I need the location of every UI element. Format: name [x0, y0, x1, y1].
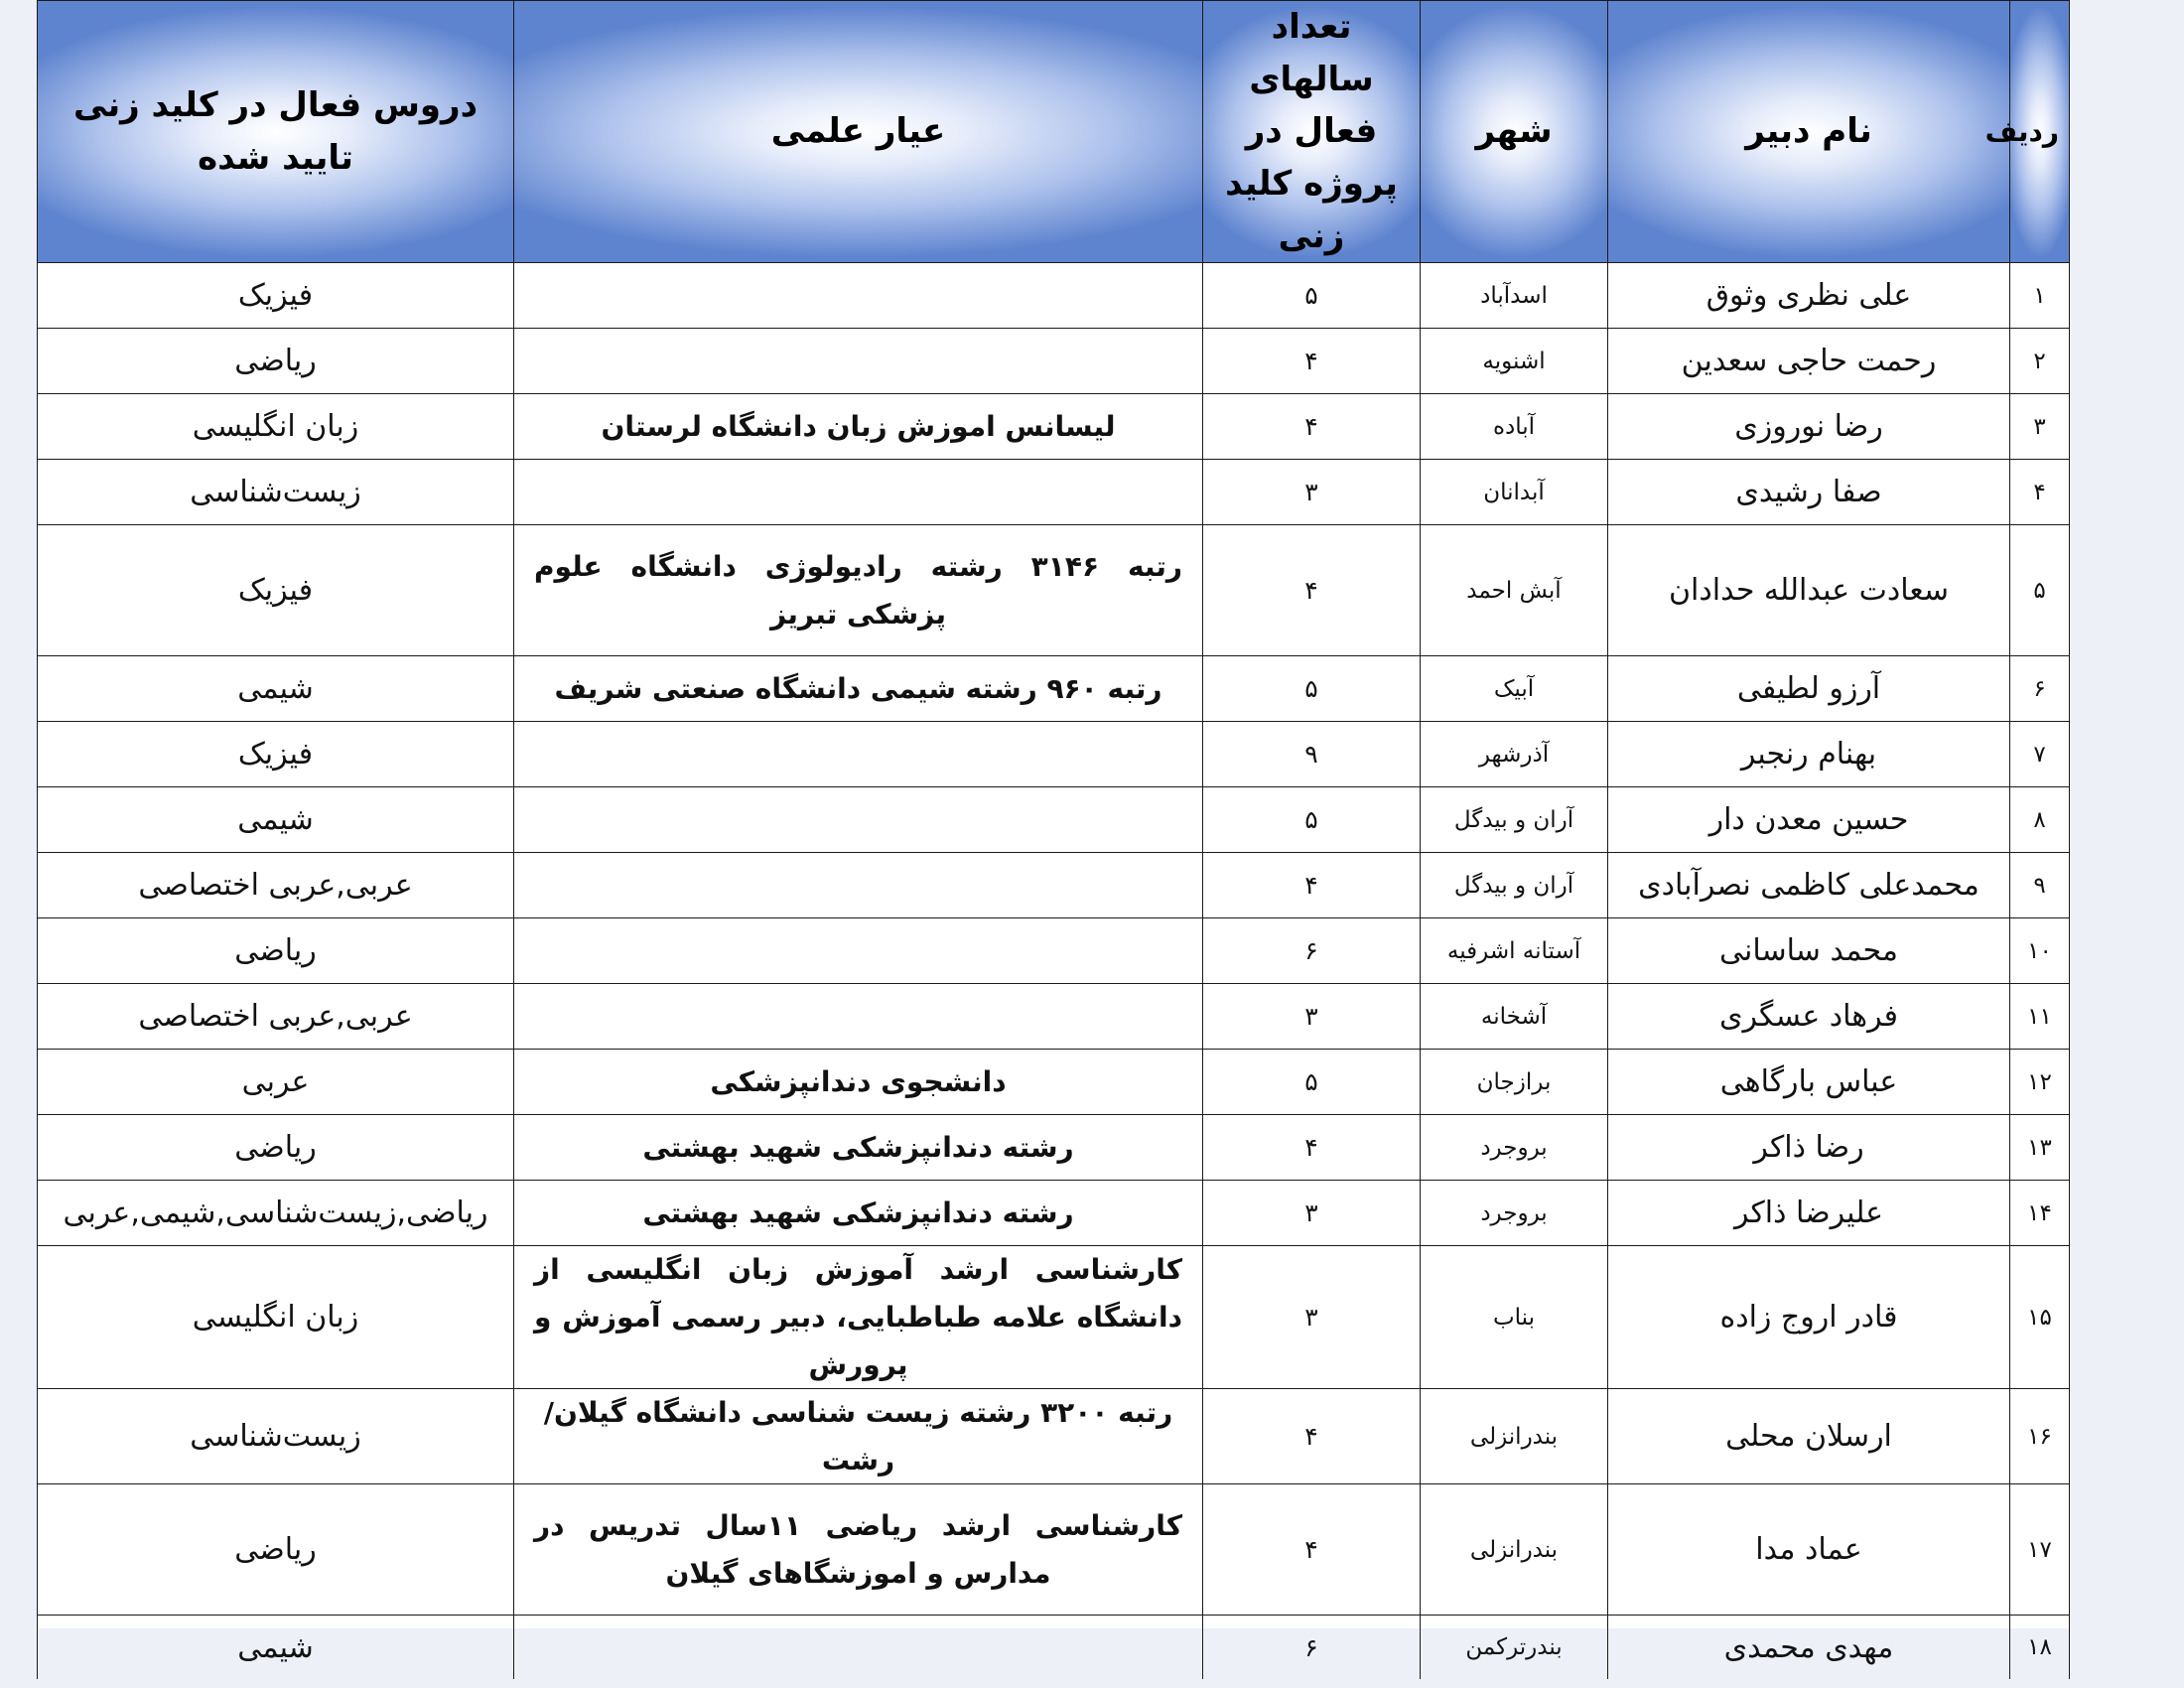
table-row — [38, 722, 2070, 787]
cell-name: علیرضا ذاکر — [1608, 1181, 2010, 1246]
cell-idx: ۱۴ — [2010, 1181, 2070, 1246]
cell-years: ۶ — [1203, 918, 1421, 984]
header-idx: ردیف — [2010, 1, 2070, 263]
cell-idx: ۱۸ — [2010, 1616, 2070, 1680]
cell-rank: کارشناسی ارشد آموزش زبان انگلیسی از دانشگاه علامه طباطبایی، دبیر رسمی آموزش و پرورش — [514, 1246, 1203, 1389]
cell-name: آرزو لطیفی — [1608, 656, 2010, 722]
table-row — [38, 787, 2070, 853]
cell-city: آبدانان — [1421, 460, 1608, 525]
cell-city: بناب — [1421, 1246, 1608, 1389]
table-row — [38, 1181, 2070, 1246]
cell-name: عماد مدا — [1608, 1484, 2010, 1616]
cell-name: رحمت حاجی سعدین — [1608, 329, 2010, 394]
cell-name: سعادت عبدالله حدادان — [1608, 525, 2010, 656]
table-row — [38, 1484, 2070, 1616]
teachers-table — [37, 0, 2070, 1679]
header-row — [38, 1, 2070, 263]
cell-rank: رتبه ۹۶۰ رشته شیمی دانشگاه صنعتی شریف — [514, 656, 1203, 722]
cell-rank — [514, 984, 1203, 1050]
cell-city: بندرترکمن — [1421, 1616, 1608, 1680]
cell-idx: ۳ — [2010, 394, 2070, 460]
cell-subjects: ریاضی — [38, 1484, 514, 1616]
cell-idx: ۹ — [2010, 853, 2070, 918]
cell-years: ۴ — [1203, 1389, 1421, 1484]
cell-idx: ۱۲ — [2010, 1050, 2070, 1115]
cell-city: بندرانزلی — [1421, 1389, 1608, 1484]
cell-rank: دانشجوی دندانپزشکی — [514, 1050, 1203, 1115]
cell-subjects: شیمی — [38, 787, 514, 853]
table-row — [38, 329, 2070, 394]
cell-name: بهنام رنجبر — [1608, 722, 2010, 787]
cell-rank: رتبه ۳۲۰۰ رشته زیست شناسی دانشگاه گیلان/ رشت — [514, 1389, 1203, 1484]
header-city: شهر — [1421, 1, 1608, 263]
table-row — [38, 1246, 2070, 1389]
table-row — [38, 525, 2070, 656]
cell-idx: ۱۰ — [2010, 918, 2070, 984]
table-row — [38, 984, 2070, 1050]
cell-subjects: ریاضی — [38, 918, 514, 984]
cell-idx: ۵ — [2010, 525, 2070, 656]
cell-idx: ۱۶ — [2010, 1389, 2070, 1484]
cell-rank — [514, 853, 1203, 918]
cell-name: فرهاد عسگری — [1608, 984, 2010, 1050]
cell-years: ۵ — [1203, 263, 1421, 329]
cell-rank: رشته دندانپزشکی شهید بهشتی — [514, 1181, 1203, 1246]
cell-name: مهدی محمدی — [1608, 1616, 2010, 1680]
cell-city: آران و بیدگل — [1421, 787, 1608, 853]
teachers-sheet — [37, 0, 2069, 1665]
cell-city: برازجان — [1421, 1050, 1608, 1115]
cell-subjects: زبان انگلیسی — [38, 1246, 514, 1389]
cell-rank — [514, 1616, 1203, 1680]
cell-idx: ۱ — [2010, 263, 2070, 329]
cell-idx: ۴ — [2010, 460, 2070, 525]
cell-idx: ۷ — [2010, 722, 2070, 787]
header-rank: عیار علمی — [514, 1, 1203, 263]
cell-name: محمدعلی کاظمی نصرآبادی — [1608, 853, 2010, 918]
cell-years: ۴ — [1203, 1115, 1421, 1181]
cell-city: آباده — [1421, 394, 1608, 460]
cell-years: ۳ — [1203, 460, 1421, 525]
cell-years: ۳ — [1203, 1181, 1421, 1246]
cell-city: بروجرد — [1421, 1181, 1608, 1246]
cell-rank: رتبه ۳۱۴۶ رشته رادیولوژی دانشگاه علوم پزشکی تبریز — [514, 525, 1203, 656]
table-row — [38, 1115, 2070, 1181]
table-row — [38, 1616, 2070, 1680]
cell-city: آران و بیدگل — [1421, 853, 1608, 918]
cell-years: ۴ — [1203, 1484, 1421, 1616]
cell-city: بروجرد — [1421, 1115, 1608, 1181]
cell-years: ۶ — [1203, 1616, 1421, 1680]
cell-name: رضا نوروزی — [1608, 394, 2010, 460]
cell-rank: رشته دندانپزشکی شهید بهشتی — [514, 1115, 1203, 1181]
cell-idx: ۱۷ — [2010, 1484, 2070, 1616]
cell-rank — [514, 460, 1203, 525]
cell-rank — [514, 918, 1203, 984]
cell-name: علی نظری وثوق — [1608, 263, 2010, 329]
cell-name: حسین معدن دار — [1608, 787, 2010, 853]
cell-name: ارسلان محلی — [1608, 1389, 2010, 1484]
cell-subjects: زیست‌شناسی — [38, 460, 514, 525]
cell-idx: ۶ — [2010, 656, 2070, 722]
cell-subjects: شیمی — [38, 1616, 514, 1680]
cell-rank: کارشناسی ارشد ریاضی ۱۱سال تدریس در مدارس و اموزشگاهای گیلان — [514, 1484, 1203, 1616]
cell-idx: ۱۱ — [2010, 984, 2070, 1050]
cell-subjects: عربی,عربی اختصاصی — [38, 984, 514, 1050]
cell-city: آشخانه — [1421, 984, 1608, 1050]
cell-subjects: عربی — [38, 1050, 514, 1115]
cell-rank — [514, 787, 1203, 853]
cell-years: ۴ — [1203, 853, 1421, 918]
cell-idx: ۲ — [2010, 329, 2070, 394]
table-row — [38, 263, 2070, 329]
cell-years: ۴ — [1203, 525, 1421, 656]
cell-city: آستانه اشرفیه — [1421, 918, 1608, 984]
cell-city: اشنویه — [1421, 329, 1608, 394]
cell-idx: ۱۵ — [2010, 1246, 2070, 1389]
cell-subjects: عربی,عربی اختصاصی — [38, 853, 514, 918]
header-name: نام دبیر — [1608, 1, 2010, 263]
cell-years: ۵ — [1203, 656, 1421, 722]
cell-years: ۳ — [1203, 984, 1421, 1050]
header-subjects: دروس فعال در کلید زنی تایید شده — [38, 1, 514, 263]
cell-years: ۳ — [1203, 1246, 1421, 1389]
cell-city: آبیک — [1421, 656, 1608, 722]
cell-rank — [514, 329, 1203, 394]
cell-name: صفا رشیدی — [1608, 460, 2010, 525]
cell-rank: لیسانس اموزش زبان دانشگاه لرستان — [514, 394, 1203, 460]
cell-name: قادر اروج زاده — [1608, 1246, 2010, 1389]
cell-subjects: زبان انگلیسی — [38, 394, 514, 460]
cell-city: آذرشهر — [1421, 722, 1608, 787]
cell-subjects: ریاضی,زیست‌شناسی,شیمی,عربی — [38, 1181, 514, 1246]
table-row — [38, 918, 2070, 984]
cell-years: ۵ — [1203, 787, 1421, 853]
table-row — [38, 460, 2070, 525]
cell-city: بندرانزلی — [1421, 1484, 1608, 1616]
table-row — [38, 656, 2070, 722]
table-row — [38, 1389, 2070, 1484]
cell-subjects: فیزیک — [38, 722, 514, 787]
cell-years: ۴ — [1203, 394, 1421, 460]
cell-subjects: فیزیک — [38, 525, 514, 656]
cell-name: محمد ساسانی — [1608, 918, 2010, 984]
header-years: تعداد سالهای فعال در پروژه کلید زنی — [1203, 1, 1421, 263]
cell-years: ۴ — [1203, 329, 1421, 394]
cell-subjects: زیست‌شناسی — [38, 1389, 514, 1484]
cell-subjects: فیزیک — [38, 263, 514, 329]
cell-name: رضا ذاکر — [1608, 1115, 2010, 1181]
table-row — [38, 853, 2070, 918]
cell-city: آبش احمد — [1421, 525, 1608, 656]
table-row — [38, 1050, 2070, 1115]
cell-subjects: شیمی — [38, 656, 514, 722]
cell-rank — [514, 263, 1203, 329]
cell-rank — [514, 722, 1203, 787]
table-row — [38, 394, 2070, 460]
cell-years: ۹ — [1203, 722, 1421, 787]
cell-years: ۵ — [1203, 1050, 1421, 1115]
cell-idx: ۱۳ — [2010, 1115, 2070, 1181]
cell-subjects: ریاضی — [38, 329, 514, 394]
cell-idx: ۸ — [2010, 787, 2070, 853]
cell-subjects: ریاضی — [38, 1115, 514, 1181]
cell-name: عباس بارگاهی — [1608, 1050, 2010, 1115]
cell-city: اسدآباد — [1421, 263, 1608, 329]
